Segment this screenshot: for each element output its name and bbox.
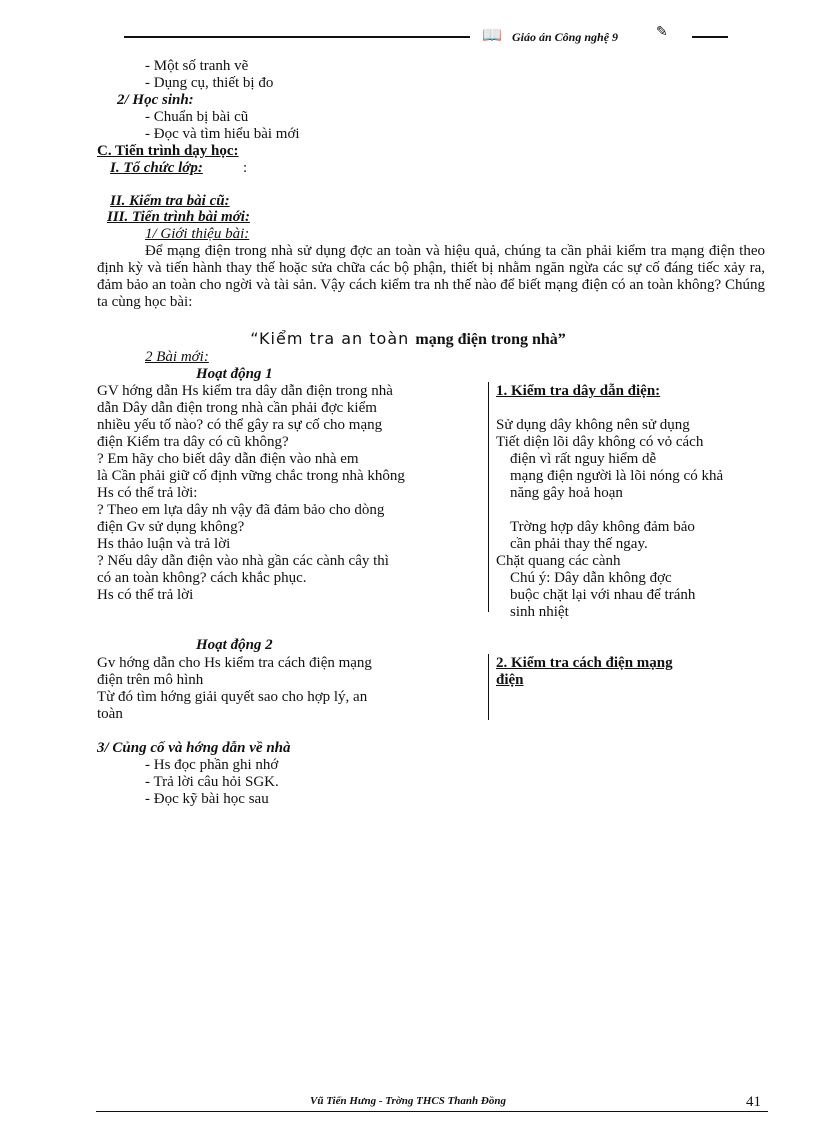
- activity-1-right-line-1: Sử dụng dây không nên sử dụng: [496, 417, 690, 433]
- consolidate-item-3: - Đọc kỹ bài học sau: [145, 791, 269, 807]
- activity-1-right-line-7: Trờng hợp dây không đảm bảo: [510, 519, 695, 535]
- activity-1-left-line-8: ? Theo em lựa dây nh vậy đã đảm bảo cho dòng: [97, 502, 385, 518]
- consolidate-item-2: - Trả lời câu hỏi SGK.: [145, 774, 279, 790]
- activity-1-left-line-3: nhiều yếu tố nào? có thể gây ra sự cố cho mạng: [97, 417, 383, 433]
- activity-1-left-line-6: là Cần phải giữ cố định vững chắc trong nhà không: [97, 468, 405, 484]
- activity-1-right-line-10: Chú ý: Dây dẫn không đợc: [510, 570, 672, 586]
- org-heading: I. Tổ chức lớp:: [110, 160, 203, 176]
- activity-2-title: Hoạt động 2: [196, 637, 273, 653]
- check-old-heading: II. Kiểm tra bài cũ:: [110, 193, 230, 209]
- activity-1-left-line-1: GV hớng dẫn Hs kiểm tra dây dẫn điện trong nhà: [97, 383, 393, 399]
- activity-2-left-line-4: toàn: [97, 706, 123, 722]
- activity-1-left-line-9: điện Gv sử dụng không?: [97, 519, 245, 535]
- activity-1-left-line-4: điện Kiểm tra dây có cũ không?: [97, 434, 289, 450]
- activity-1-left-line-2: dẫn Dây dẫn điện trong nhà cần phải đợc kiểm: [97, 400, 377, 416]
- activity-1-left-line-7: Hs có thể trả lời:: [97, 485, 198, 501]
- consolidate-item-1: - Hs đọc phần ghi nhớ: [145, 757, 279, 773]
- student-item-2: - Đọc và tìm hiểu bài mới: [145, 126, 300, 142]
- activity-2-left-line-2: điện trên mô hình: [97, 672, 204, 688]
- activity-1-left-line-11: ? Nếu dây dẫn điện vào nhà gần các cành cây thì: [97, 553, 389, 569]
- activity-2-right-heading-2: điện: [496, 672, 524, 688]
- student-item-1: - Chuẩn bị bài cũ: [145, 109, 249, 125]
- activity-2-right-heading-1: 2. Kiểm tra cách điện mạng: [496, 655, 673, 671]
- org-suffix: :: [243, 160, 248, 176]
- lesson-title-part-1: “Kiểm tra an toàn: [250, 329, 416, 348]
- student-heading: 2/ Học sinh:: [117, 92, 194, 108]
- activity-1-right-line-2: Tiết diện lõi dây không có vỏ cách: [496, 434, 704, 450]
- activity-1-right-line-5: năng gây hoả hoạn: [510, 485, 623, 501]
- activity-1-right-line-11: buộc chặt lại với nhau để tránh: [510, 587, 696, 603]
- new-lesson-subheading: 2 Bài mới:: [145, 349, 209, 365]
- activity-1-left-line-10: Hs thảo luận và trả lời: [97, 536, 231, 552]
- intro-paragraph: [97, 243, 765, 311]
- activity-2-left-line-3: Từ đó tìm hớng giải quyết sao cho hợp lý, an: [97, 689, 368, 705]
- new-lesson-heading: III. Tiến trình bài mới:: [107, 209, 250, 225]
- page-number: 41: [746, 1094, 761, 1110]
- activity-1-left-line-13: Hs có thể trả lời: [97, 587, 194, 603]
- activity-1-right-line-8: cần phải thay thế ngay.: [510, 536, 648, 552]
- activity-1-left-line-12: có an toàn không? cách khắc phục.: [97, 570, 307, 586]
- header-rule-left: [124, 36, 470, 38]
- process-heading: C. Tiến trình dạy học:: [97, 143, 239, 159]
- teacher-item-1: - Một số tranh vẽ: [145, 58, 249, 74]
- consolidate-heading: 3/ Củng cố và hớng dẫn về nhà: [97, 740, 291, 756]
- header-title: Giáo án Công nghệ 9: [512, 30, 619, 44]
- header-rule-right: [692, 36, 728, 38]
- footer-rule: [96, 1111, 768, 1112]
- activity-1-right-line-4: mạng điện người là lõi nóng có khả: [510, 468, 724, 484]
- lesson-title: [0, 329, 816, 349]
- activity-1-title: Hoạt động 1: [196, 366, 273, 382]
- intro-text: Để mạng điện trong nhà sử dụng đợc an toàn và hiệu quả, chúng ta cần phải kiểm tra mạng điện theo định kỳ và tiến hành thay thế hoặc sửa chữa các bộ phận, thiết bị nhằm ngăn ngừa các sự cố đáng tiếc xảy ra, đảm bảo an toàn cho ngời và tài sản. Vậy cách kiểm tra nh thế nào để biết mạng điện có an toàn không? Chúng ta cùng học bài:: [97, 243, 765, 310]
- open-book-icon: 📖: [482, 27, 502, 44]
- activity-1-right-line-3: điện vì rất nguy hiểm dễ: [510, 451, 657, 467]
- lesson-title-part-2: mạng điện trong nhà”: [415, 331, 566, 348]
- activity-2-left-line-1: Gv hớng dẫn cho Hs kiểm tra cách điện mạng: [97, 655, 372, 671]
- column-divider-2: [488, 654, 489, 720]
- activity-1-right-line-12: sinh nhiệt: [510, 604, 569, 620]
- pencil-icon: ✎: [656, 25, 668, 40]
- activity-1-right-line-9: Chặt quang các cành: [496, 553, 621, 569]
- intro-heading: 1/ Giới thiệu bài:: [145, 226, 250, 242]
- column-divider-1: [488, 382, 489, 612]
- footer-author: Vũ Tiến Hưng - Trờng THCS Thanh Đồng: [310, 1095, 506, 1107]
- teacher-item-2: - Dụng cụ, thiết bị đo: [145, 75, 274, 91]
- activity-1-left-line-5: ? Em hãy cho biết dây dẫn điện vào nhà em: [97, 451, 359, 467]
- activity-1-right-heading: 1. Kiểm tra dây dẫn điện:: [496, 383, 661, 399]
